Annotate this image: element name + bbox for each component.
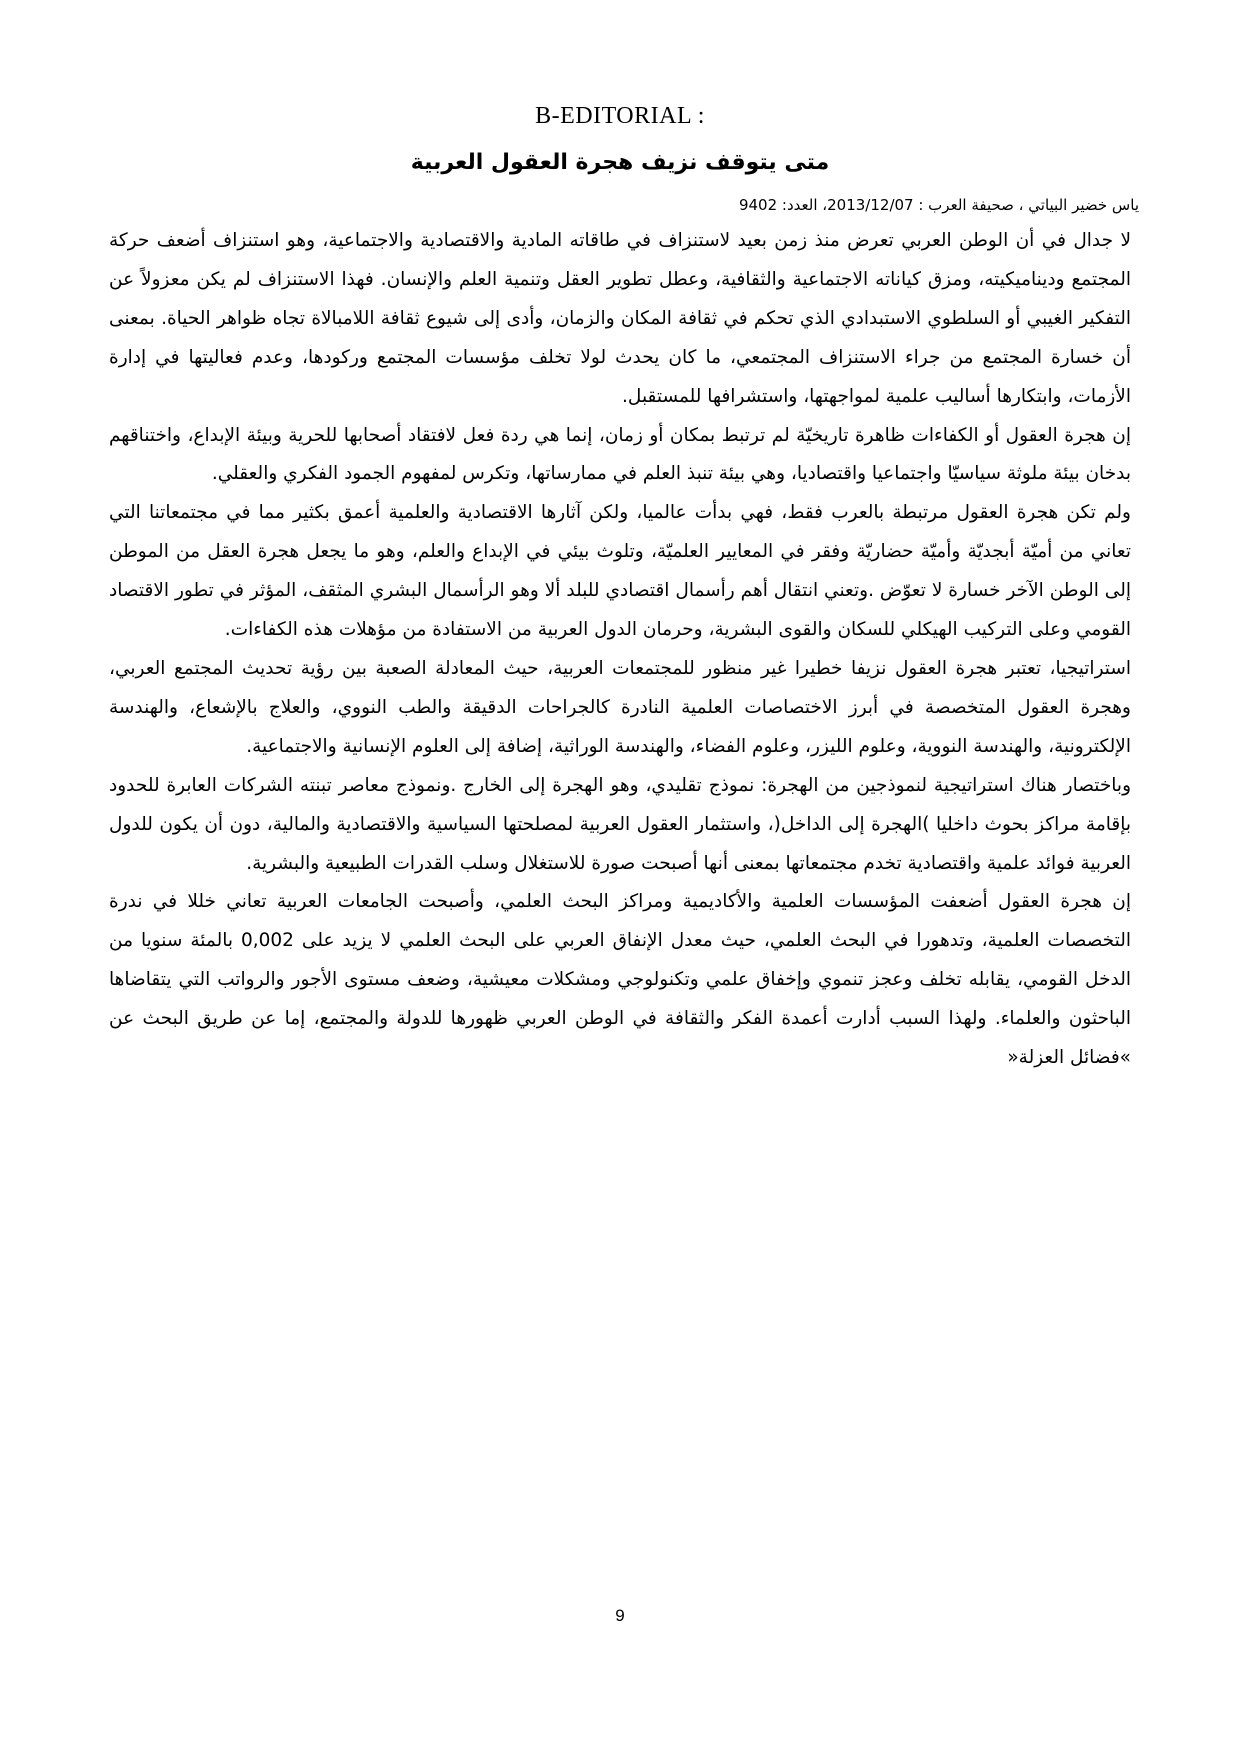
article-byline: ياس خضير البياتي ، صحيفة العرب : 2013/12/07، العدد: 9402 — [738, 196, 1139, 214]
page-number: 9 — [615, 1606, 625, 1625]
article-body — [109, 222, 1131, 1078]
article-headline: متى يتوقف نزيف هجرة العقول العربية — [410, 150, 830, 175]
paragraph: إن هجرة العقول أو الكفاءات ظاهرة تاريخيّة لم ترتبط بمكان أو زمان، إنما هي ردة فعل لافتقاد أصحابها للحرية وبيئة الإبداع، واختناقهم بدخان بيئة ملوثة سياسيّا واجتماعيا واقتصاديا، وهي بيئة تنبذ العلم في ممارساتها، وتكرس لمفهوم الجمود الفكري والعقلي. — [109, 424, 1131, 485]
paragraph: ولم تكن هجرة العقول مرتبطة بالعرب فقط، فهي بدأت عالميا، ولكن آثارها الاقتصادية والعلمية أعمق بكثير مما في مجتمعاتنا التي تعاني من أميّة أبجديّة وأميّة حضاريّة وفقر في المعايير العلميّة، وتلوث بيئي في الإبداع والعلم، وهو ما يجعل هجرة العقل من الموطن إلى الوطن الآخر خسارة لا تعوّض .وتعني انتقال أهم رأسمال اقتصادي للبلد ألا وهو الرأسمال البشري المثقف، المؤثر في تطور الاقتصاد القومي وعلى التركيب الهيكلي للسكان والقوى البشرية، وحرمان الدول العربية من الاستفادة من مؤهلات هذه الكفاءات. — [109, 502, 1131, 641]
section-label: B-EDITORIAL : — [535, 103, 705, 129]
paragraph: إن هجرة العقول أضعفت المؤسسات العلمية والأكاديمية ومراكز البحث العلمي، وأصبحت الجامعات العربية تعاني خللا في ندرة التخصصات العلمية، وتدهورا في البحث العلمي، حيث معدل الإنفاق العربي على البحث العلمي لا يزيد على 0,002 بالمئة سنويا من الدخل القومي، يقابله تخلف وعجز تنموي وإخفاق علمي وتكنولوجي ومشكلات معيشية، وضعف مستوى الأجور والرواتب التي يتقاضاها الباحثون والعلماء. ولهذا السبب أدارت أعمدة الفكر والثقافة في الوطن العربي ظهورها للدولة والمجتمع، إما عن طريق البحث عن »فضائل العزلة« — [109, 891, 1131, 1069]
paragraph: لا جدال في أن الوطن العربي تعرض منذ زمن بعيد لاستنزاف في طاقاته المادية والاقتصادية والاجتماعية، وهو استنزاف أضعف حركة المجتمع وديناميكيته، ومزق كياناته الاجتماعية والثقافية، وعطل تطوير العقل وتنمية العلم والإنسان. فهذا الاستنزاف لم يكن معزولاً عن التفكير الغيبي أو السلطوي الاستبدادي الذي تحكم في ثقافة المكان والزمان، وأدى إلى شيوع ثقافة اللامبالاة تجاه ظواهر الحياة. بمعنى أن خسارة المجتمع من جراء الاستنزاف المجتمعي، ما كان يحدث لولا تخلف مؤسسات المجتمع وركودها، وعدم فعاليتها في إدارة الأزمات، وابتكارها أساليب علمية لمواجهتها، واستشرافها للمستقبل. — [109, 230, 1131, 407]
paragraph: استراتيجيا، تعتبر هجرة العقول نزيفا خطيرا غير منظور للمجتمعات العربية، حيث المعادلة الصعبة بين رؤية تحديث المجتمع العربي، وهجرة العقول المتخصصة في أبرز الاختصاصات العلمية النادرة كالجراحات الدقيقة والطب النووي، والعلاج بالإشعاع، والهندسة الإلكترونية، والهندسة النووية، وعلوم الليزر، وعلوم الفضاء، والهندسة الوراثية، إضافة إلى العلوم الإنسانية والاجتماعية. — [109, 657, 1131, 757]
paragraph: وباختصار هناك استراتيجية لنموذجين من الهجرة: نموذج تقليدي، وهو الهجرة إلى الخارج .ونموذج معاصر تبنته الشركات العابرة للحدود بإقامة مراكز بحوث داخليا )الهجرة إلى الداخل(، واستثمار العقول العربية لمصلحتها السياسية والاقتصادية والمالية، دون أن يكون للدول العربية فوائد علمية واقتصادية تخدم مجتمعاتها بمعنى أنها أصبحت صورة للاستغلال وسلب القدرات الطبيعية والبشرية. — [109, 774, 1131, 874]
